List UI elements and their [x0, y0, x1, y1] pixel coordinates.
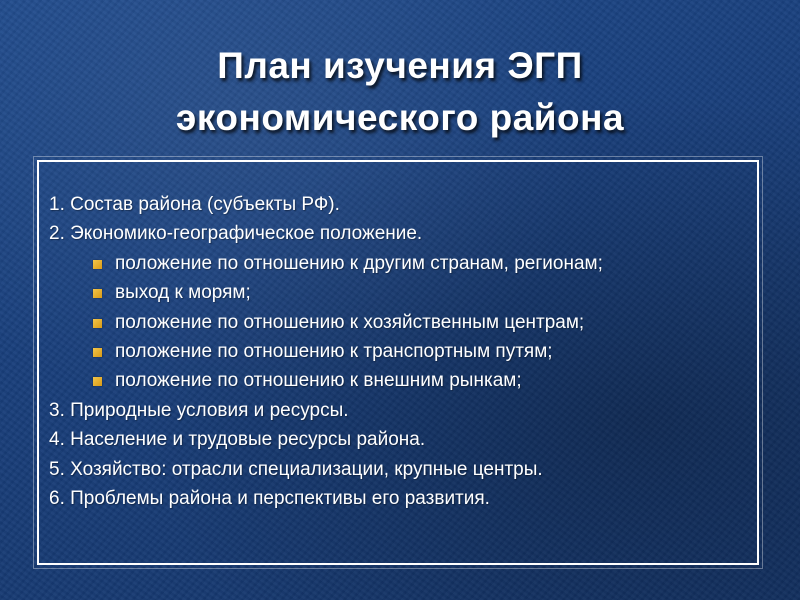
sub-item-2 [49, 278, 749, 307]
title-line-2: экономического района [175, 97, 625, 138]
title-line-1: План изучения ЭГП [217, 45, 583, 86]
content-frame [37, 160, 759, 565]
sub-item-5 [49, 366, 749, 395]
list-item-1: 1. Состав района (субъекты РФ). [49, 194, 340, 215]
list-item-4: 4. Население и трудовые ресурсы района. [49, 429, 426, 451]
sub-item-5-text: положение по отношению к внешним рынкам; [115, 370, 522, 392]
list-item-5: 5. Хозяйство: отрасли специализации, крупные центры. [49, 458, 543, 480]
sub-item-2-text: выход к морям; [115, 282, 251, 304]
sub-item-1 [49, 249, 749, 278]
sub-item-3-text: положение по отношению к хозяйственным центрам; [115, 311, 585, 333]
sub-item-4 [49, 337, 749, 366]
square-bullet-icon [93, 348, 102, 357]
list-item-2: 2. Экономико-географическое положение. [49, 223, 423, 245]
list-item-3: 3. Природные условия и ресурсы. [49, 399, 349, 421]
square-bullet-icon [93, 260, 102, 269]
slide-title [0, 40, 800, 144]
sub-item-4-text: положение по отношению к транспортным путям; [115, 341, 553, 363]
square-bullet-icon [93, 319, 102, 328]
sub-item-3 [49, 308, 749, 337]
list-item-6: 6. Проблемы района и перспективы его развития. [49, 488, 490, 510]
sub-item-1-text: положение по отношению к другим странам, регионам; [115, 252, 603, 274]
square-bullet-icon [93, 377, 102, 386]
square-bullet-icon [93, 289, 102, 298]
